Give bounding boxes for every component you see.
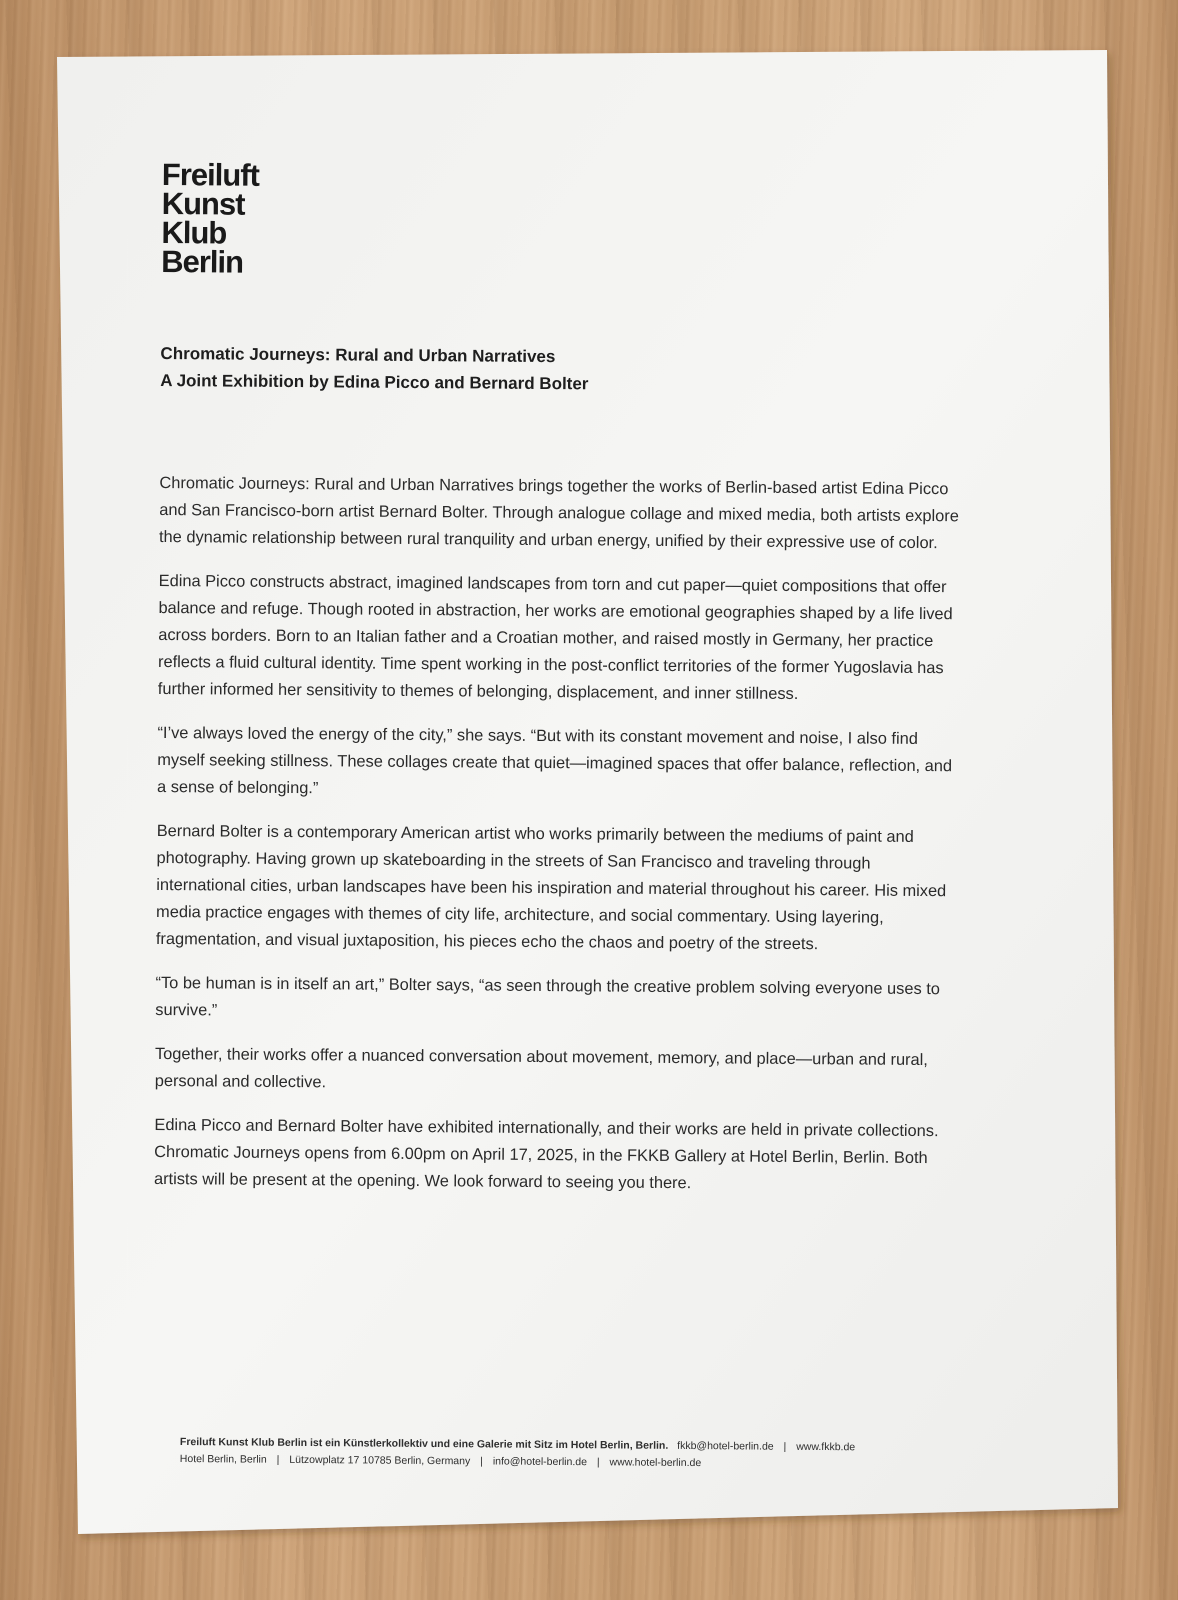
logo-line: Klub	[161, 214, 227, 251]
logo-line: Kunst	[161, 185, 245, 222]
footer-web-fkkb[interactable]: www.fkkb.de	[796, 1440, 856, 1454]
freiluft-kunst-klub-logo	[161, 157, 962, 282]
logo-line: Freiluft	[161, 157, 260, 193]
footer-email-fkkb[interactable]: fkkb@hotel-berlin.de	[677, 1439, 774, 1453]
footer-email-hotel[interactable]: info@hotel-berlin.de	[492, 1455, 588, 1469]
paragraph-edina-picco: Edina Picco constructs abstract, imagined landscapes from torn and cut paper—quiet compositions that offer balance and refuge. Though rooted in abstraction, her works are emotional geographies shaped by a life lived across borders. Born to an Italian father and a Croatian mother, and raised mostly in Germany, her practice reflects a fluid cultural identity. Time spent working in the post-conflict territories of the former Yugoslavia has further informed her sensitivity to themes of belonging, displacement, and inner stillness.	[157, 571, 953, 704]
paragraph-picco-quote: “I’ve always loved the energy of the city,” she says. “But with its constant movement and noise, I also find myself seeking stillness. These collages create that quiet—imagined spaces that offer balance, reflection, and a sense of belonging.”	[157, 723, 953, 798]
footer-statement: Freiluft Kunst Klub Berlin ist ein Künstlerkollektiv und eine Galerie mit Sitz im Hotel Berlin, Berlin.	[179, 1435, 669, 1452]
footer	[180, 1434, 970, 1474]
exhibition-title: Chromatic Journeys: Rural and Urban Narratives	[160, 343, 556, 367]
footer-separator: |	[783, 1440, 787, 1453]
exhibition-subtitle: A Joint Exhibition by Edina Picco and Bernard Bolter	[160, 370, 589, 394]
document-body	[153, 157, 962, 1216]
exhibition-headline	[160, 340, 960, 400]
paragraph-together: Together, their works offer a nuanced conversation about movement, memory, and place—urban and rural, personal and collective.	[154, 1044, 928, 1092]
footer-separator: |	[276, 1453, 280, 1466]
paragraph-intro: Chromatic Journeys: Rural and Urban Narratives brings together the works of Berlin-based artist Edina Picco and San Francisco-born artist Bernard Bolter. Through analogue collage and mixed media, both artists explore the dynamic relationship between rural tranquility and urban energy, unified by their expressive use of color.	[158, 473, 959, 553]
press-release-text	[154, 470, 960, 1199]
paragraph-bernard-bolter: Bernard Bolter is a contemporary American artist who works primarily between the mediums of paint and photography. Having grown up skateboarding in the streets of San Francisco and traveling through international cities, urban landscapes have been his inspiration and material throughout his career. His mixed media practice engages with themes of city life, architecture, and social commentary. Using layering, fragmentation, and visual juxtaposition, his pieces echo the chaos and poetry of the streets.	[155, 821, 947, 954]
footer-venue: Hotel Berlin, Berlin	[179, 1452, 267, 1466]
paragraph-bolter-quote: “To be human is in itself an art,” Bolter says, “as seen through the creative problem solving everyone uses to survive.”	[155, 973, 941, 1020]
footer-web-hotel[interactable]: www.hotel-berlin.de	[609, 1456, 702, 1470]
footer-separator: |	[480, 1455, 483, 1468]
paragraph-opening-details: Edina Picco and Bernard Bolter have exhibited internationally, and their works are held in private collections. Chromatic Journeys opens from 6.00pm on April 17, 2025, in the FKKB Gallery at Hotel Berlin, Berlin. Both artists will be present at the opening. We look forward to seeing you there.	[153, 1115, 939, 1193]
logo-line: Berlin	[161, 243, 244, 280]
footer-address: Lützowplatz 17 10785 Berlin, Germany	[289, 1453, 471, 1468]
footer-separator: |	[596, 1456, 600, 1469]
